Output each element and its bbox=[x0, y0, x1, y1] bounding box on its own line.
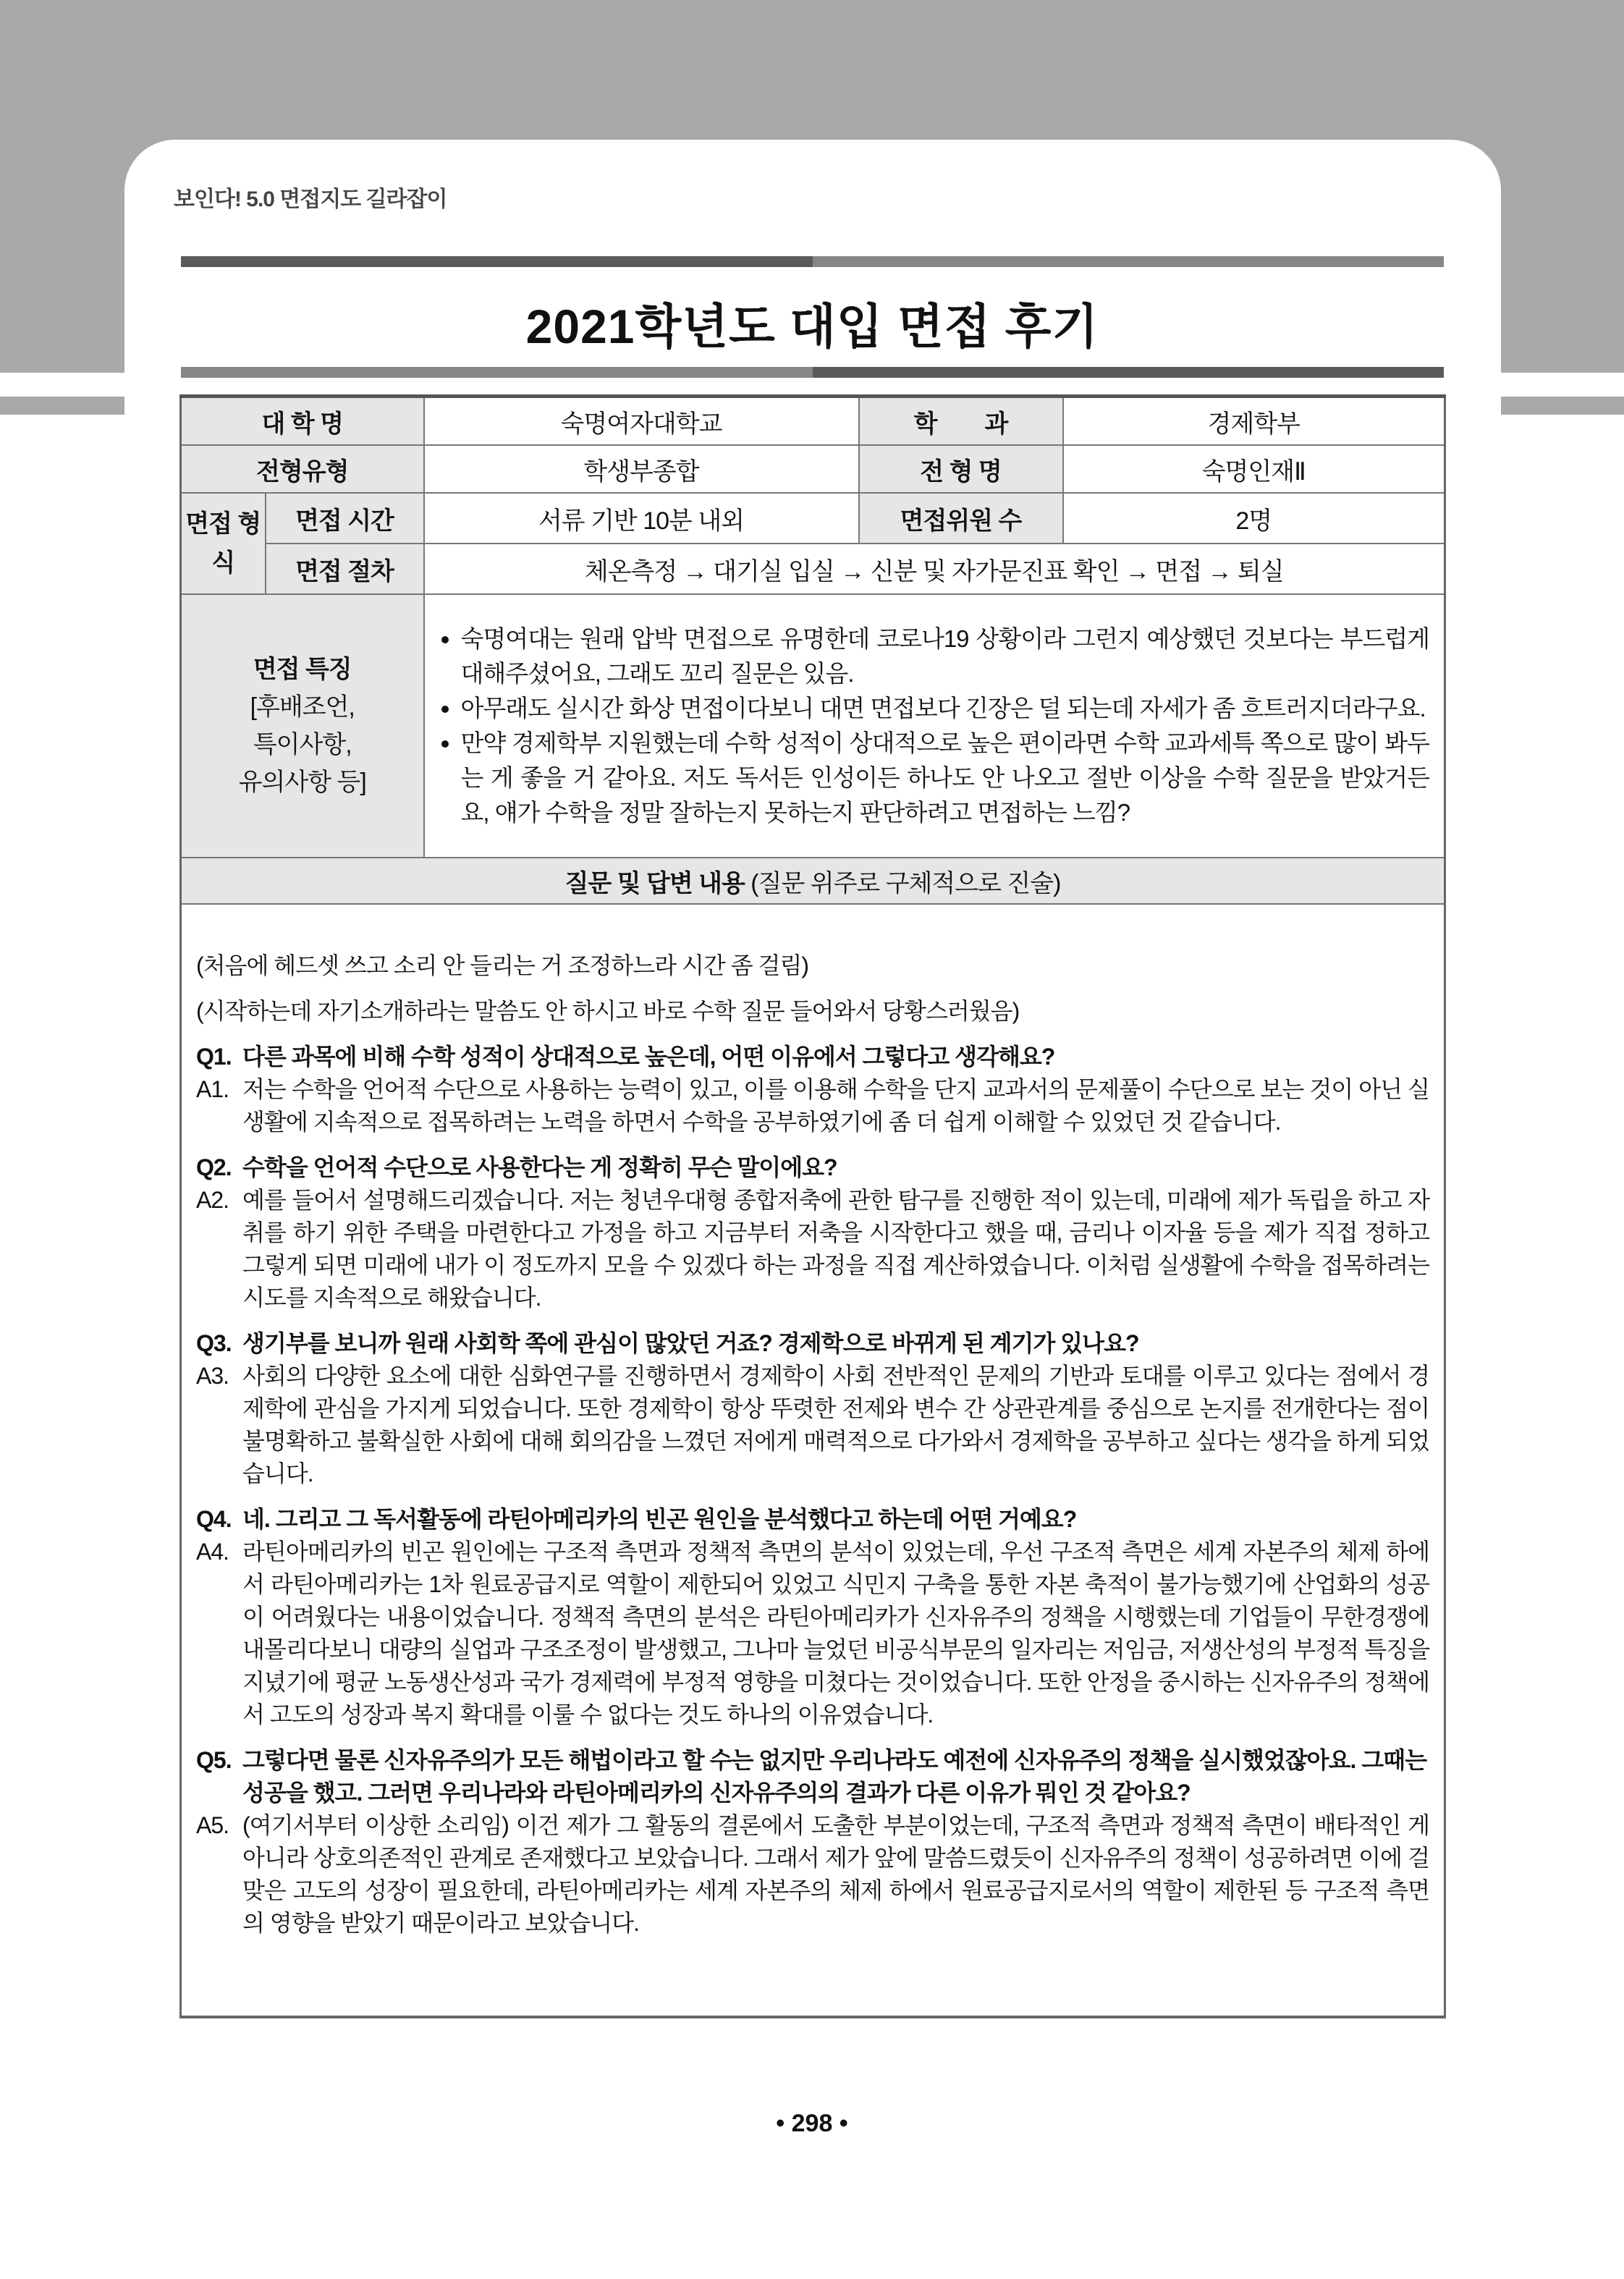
question bbox=[196, 1744, 1429, 1809]
interviewers-value: 2명 bbox=[1063, 493, 1445, 544]
question-number: Q1. bbox=[196, 1044, 232, 1070]
answer-number: A5. bbox=[196, 1812, 229, 1838]
qa-item bbox=[196, 1744, 1429, 1940]
qa-item bbox=[196, 1327, 1429, 1490]
admission-name-label: 전 형 명 bbox=[859, 445, 1063, 493]
question bbox=[196, 1151, 1429, 1184]
answer bbox=[196, 1809, 1429, 1940]
question-number: Q5. bbox=[196, 1747, 232, 1773]
answer-number: A1. bbox=[196, 1076, 229, 1102]
university-label: 대 학 명 bbox=[181, 397, 424, 446]
answer-number: A3. bbox=[196, 1363, 229, 1389]
answer-text: 저는 수학을 언어적 수단으로 사용하는 능력이 있고, 이를 이용해 수학을 단지 교과서의 문제풀이 수단으로 보는 것이 아닌 실생활에 지속적으로 접목하려는 노력을 하면서 수학을 공부하였기에 좀 더 쉽게 이해할 수 있었던 것 같습니다. bbox=[242, 1076, 1429, 1135]
question-text: 수학을 언어적 수단으로 사용한다는 게 정확히 무슨 말이에요? bbox=[242, 1154, 837, 1180]
title-bar-top bbox=[181, 256, 1444, 267]
qa-section-note: (질문 위주로 구체적으로 진술) bbox=[750, 869, 1061, 897]
interview-review-table bbox=[179, 394, 1446, 2018]
question-text: 생기부를 보니까 원래 사회학 쪽에 관심이 많았던 거죠? 경제학으로 바뀌게 된 계기가 있나요? bbox=[242, 1330, 1139, 1356]
answer bbox=[196, 1184, 1429, 1314]
question bbox=[196, 1503, 1429, 1536]
features-label-line: 특이사항, bbox=[253, 731, 352, 758]
interview-format-label: 면접 형식 bbox=[181, 493, 266, 594]
admission-type-value: 학생부종합 bbox=[424, 445, 859, 493]
title-bar-bottom bbox=[181, 367, 1444, 378]
features-label bbox=[181, 594, 424, 858]
interview-time-label: 면접 시간 bbox=[266, 493, 424, 544]
qa-item bbox=[196, 1041, 1429, 1138]
page-title: 2021학년도 대입 면접 후기 bbox=[525, 300, 1099, 353]
interview-time-value: 서류 기반 10분 내외 bbox=[424, 493, 859, 544]
qa-content bbox=[181, 904, 1445, 2017]
qa-item bbox=[196, 1503, 1429, 1731]
qa-section-header bbox=[181, 858, 1445, 904]
question-number: Q2. bbox=[196, 1154, 232, 1180]
features-content bbox=[424, 594, 1445, 858]
answer-text: 예를 들어서 설명해드리겠습니다. 저는 청년우대형 종합저축에 관한 탐구를 진행한 적이 있는데, 미래에 제가 독립을 하고 자취를 하기 위한 주택을 마련한다고 가정을 하고 지금부터 저축을 시작한다고 했을 때, 금리나 이자율 등을 제가 직접 정하고 그렇게 되면 미래에 내가 이 정도까지 모을 수 있겠다 하는 과정을 직접 계산하였습니다. 이처럼 실생활에 수학을 접목하려는 시도를 지속적으로 해왔습니다. bbox=[242, 1187, 1429, 1311]
question-text: 그렇다면 물론 신자유주의가 모든 해법이라고 할 수는 없지만 우리나라도 예전에 신자유주의 정책을 실시했었잖아요. 그때는 성공을 했고. 그러면 우리나라와 라틴아메리카의 신자유주의의 결과가 다른 이유가 뭐인 것 같아요? bbox=[242, 1747, 1426, 1806]
admission-name-value: 숙명인재Ⅱ bbox=[1063, 445, 1445, 493]
feature-item: • 아무래도 실시간 화상 면접이다보니 대면 면접보다 긴장은 덜 되는데 자세가 좀 흐트러지더라구요. bbox=[461, 691, 1430, 726]
note: (처음에 헤드셋 쓰고 소리 안 들리는 거 조정하느라 시간 좀 걸림) bbox=[196, 952, 809, 978]
features-label-line: 유의사항 등] bbox=[238, 769, 366, 796]
question-text: 다른 과목에 비해 수학 성적이 상대적으로 높은데, 어떤 이유에서 그렇다고 생각해요? bbox=[242, 1044, 1055, 1070]
answer-text: 라틴아메리카의 빈곤 원인에는 구조적 측면과 정책적 측면의 분석이 있었는데, 우선 구조적 측면은 세계 자본주의 체제 하에서 라틴아메리카는 1차 원료공급지로 역할이 제한되어 있었고 식민지 구축을 통한 자본 축적이 불가능했기에 산업화의 성공이 어려웠다는 내용이었습니다. 정책적 측면의 분석은 라틴아메리카가 신자유주의 정책을 시행했는데 기업들이 무한경쟁에 내몰리다보니 대량의 실업과 구조조정이 발생했고, 그나마 늘었던 비공식부문의 일자리는 저임금, 저생산성의 부정적 특징을 지녔기에 평균 노동생산성과 국가 경제력에 부정적 영향을 미쳤다는 것이었습니다. 또한 안정을 중시하는 신자유주의 정책에서 고도의 성장과 복지 확대를 이룰 수 없다는 것도 하나의 이유였습니다. bbox=[242, 1539, 1429, 1728]
qa-section-title: 질문 및 답변 내용 bbox=[564, 869, 745, 897]
procedure-label: 면접 절차 bbox=[266, 544, 424, 594]
question bbox=[196, 1327, 1429, 1360]
feature-item: • 만약 경제학부 지원했는데 수학 성적이 상대적으로 높은 편이라면 수학 교과세특 쪽으로 많이 봐두는 게 좋을 거 같아요. 저도 독서든 인성이든 하나도 안 나오고 절반 이상을 수학 질문을 받았거든요, 얘가 수학을 정말 잘하는지 못하는지 판단하려고 면접하는 느낌? bbox=[461, 726, 1430, 830]
features-label-line: 면접 특징 bbox=[253, 656, 352, 683]
question bbox=[196, 1041, 1429, 1073]
running-header: 보인다! 5.0 면접지도 길라잡이 bbox=[174, 187, 447, 211]
answer-number: A4. bbox=[196, 1539, 229, 1565]
question-text: 네. 그리고 그 독서활동에 라틴아메리카의 빈곤 원인을 분석했다고 하는데 어떤 거예요? bbox=[242, 1506, 1077, 1532]
interviewers-label: 면접위원 수 bbox=[859, 493, 1063, 544]
admission-type-label: 전형유형 bbox=[181, 445, 424, 493]
answer-text: (여기서부터 이상한 소리임) 이건 제가 그 활동의 결론에서 도출한 부분이었는데, 구조적 측면과 정책적 측면이 배타적인 게 아니라 상호의존적인 관계로 존재했다고 보았습니다. 그래서 제가 앞에 말씀드렸듯이 신자유주의 정책이 성공하려면 이에 걸맞은 고도의 성장이 필요한데, 라틴아메리카는 세계 자본주의 체제 하에서 원료공급지로서의 역할이 제한된 등 구조적 측면의 영향을 받았기 때문이라고 보았습니다. bbox=[242, 1812, 1429, 1936]
answer-number: A2. bbox=[196, 1187, 229, 1213]
page-number: • 298 • bbox=[776, 2110, 848, 2137]
answer bbox=[196, 1536, 1429, 1731]
features-list bbox=[425, 622, 1445, 830]
qa-item bbox=[196, 1151, 1429, 1314]
note: (시작하는데 자기소개하라는 말씀도 안 하시고 바로 수학 질문 들어와서 당황스러웠음) bbox=[196, 998, 1020, 1024]
answer bbox=[196, 1360, 1429, 1490]
procedure-value: 체온측정 → 대기실 입실 → 신분 및 자가문진표 확인 → 면접 → 퇴실 bbox=[424, 544, 1445, 594]
answer bbox=[196, 1073, 1429, 1138]
features-label-line: [후배조언, bbox=[250, 693, 355, 721]
feature-item: • 숙명여대는 원래 압박 면접으로 유명한데 코로나19 상황이라 그런지 예상했던 것보다는 부드럽게 대해주셨어요, 그래도 꼬리 질문은 있음. bbox=[461, 622, 1430, 691]
answer-text: 사회의 다양한 요소에 대한 심화연구를 진행하면서 경제학이 사회 전반적인 문제의 기반과 토대를 이루고 있다는 점에서 경제학에 관심을 가지게 되었습니다. 또한 경제학이 항상 뚜렷한 전제와 변수 간 상관관계를 중심으로 논지를 전개한다는 점이 불명확하고 불확실한 사회에 대해 회의감을 느꼈던 저에게 매력적으로 다가와서 경제학을 공부하고 싶다는 생각을 하게 되었습니다. bbox=[242, 1363, 1429, 1487]
university-value: 숙명여자대학교 bbox=[424, 397, 859, 446]
department-label: 학 과 bbox=[859, 397, 1063, 446]
question-number: Q3. bbox=[196, 1330, 232, 1356]
department-value: 경제학부 bbox=[1063, 397, 1445, 446]
question-number: Q4. bbox=[196, 1506, 232, 1532]
